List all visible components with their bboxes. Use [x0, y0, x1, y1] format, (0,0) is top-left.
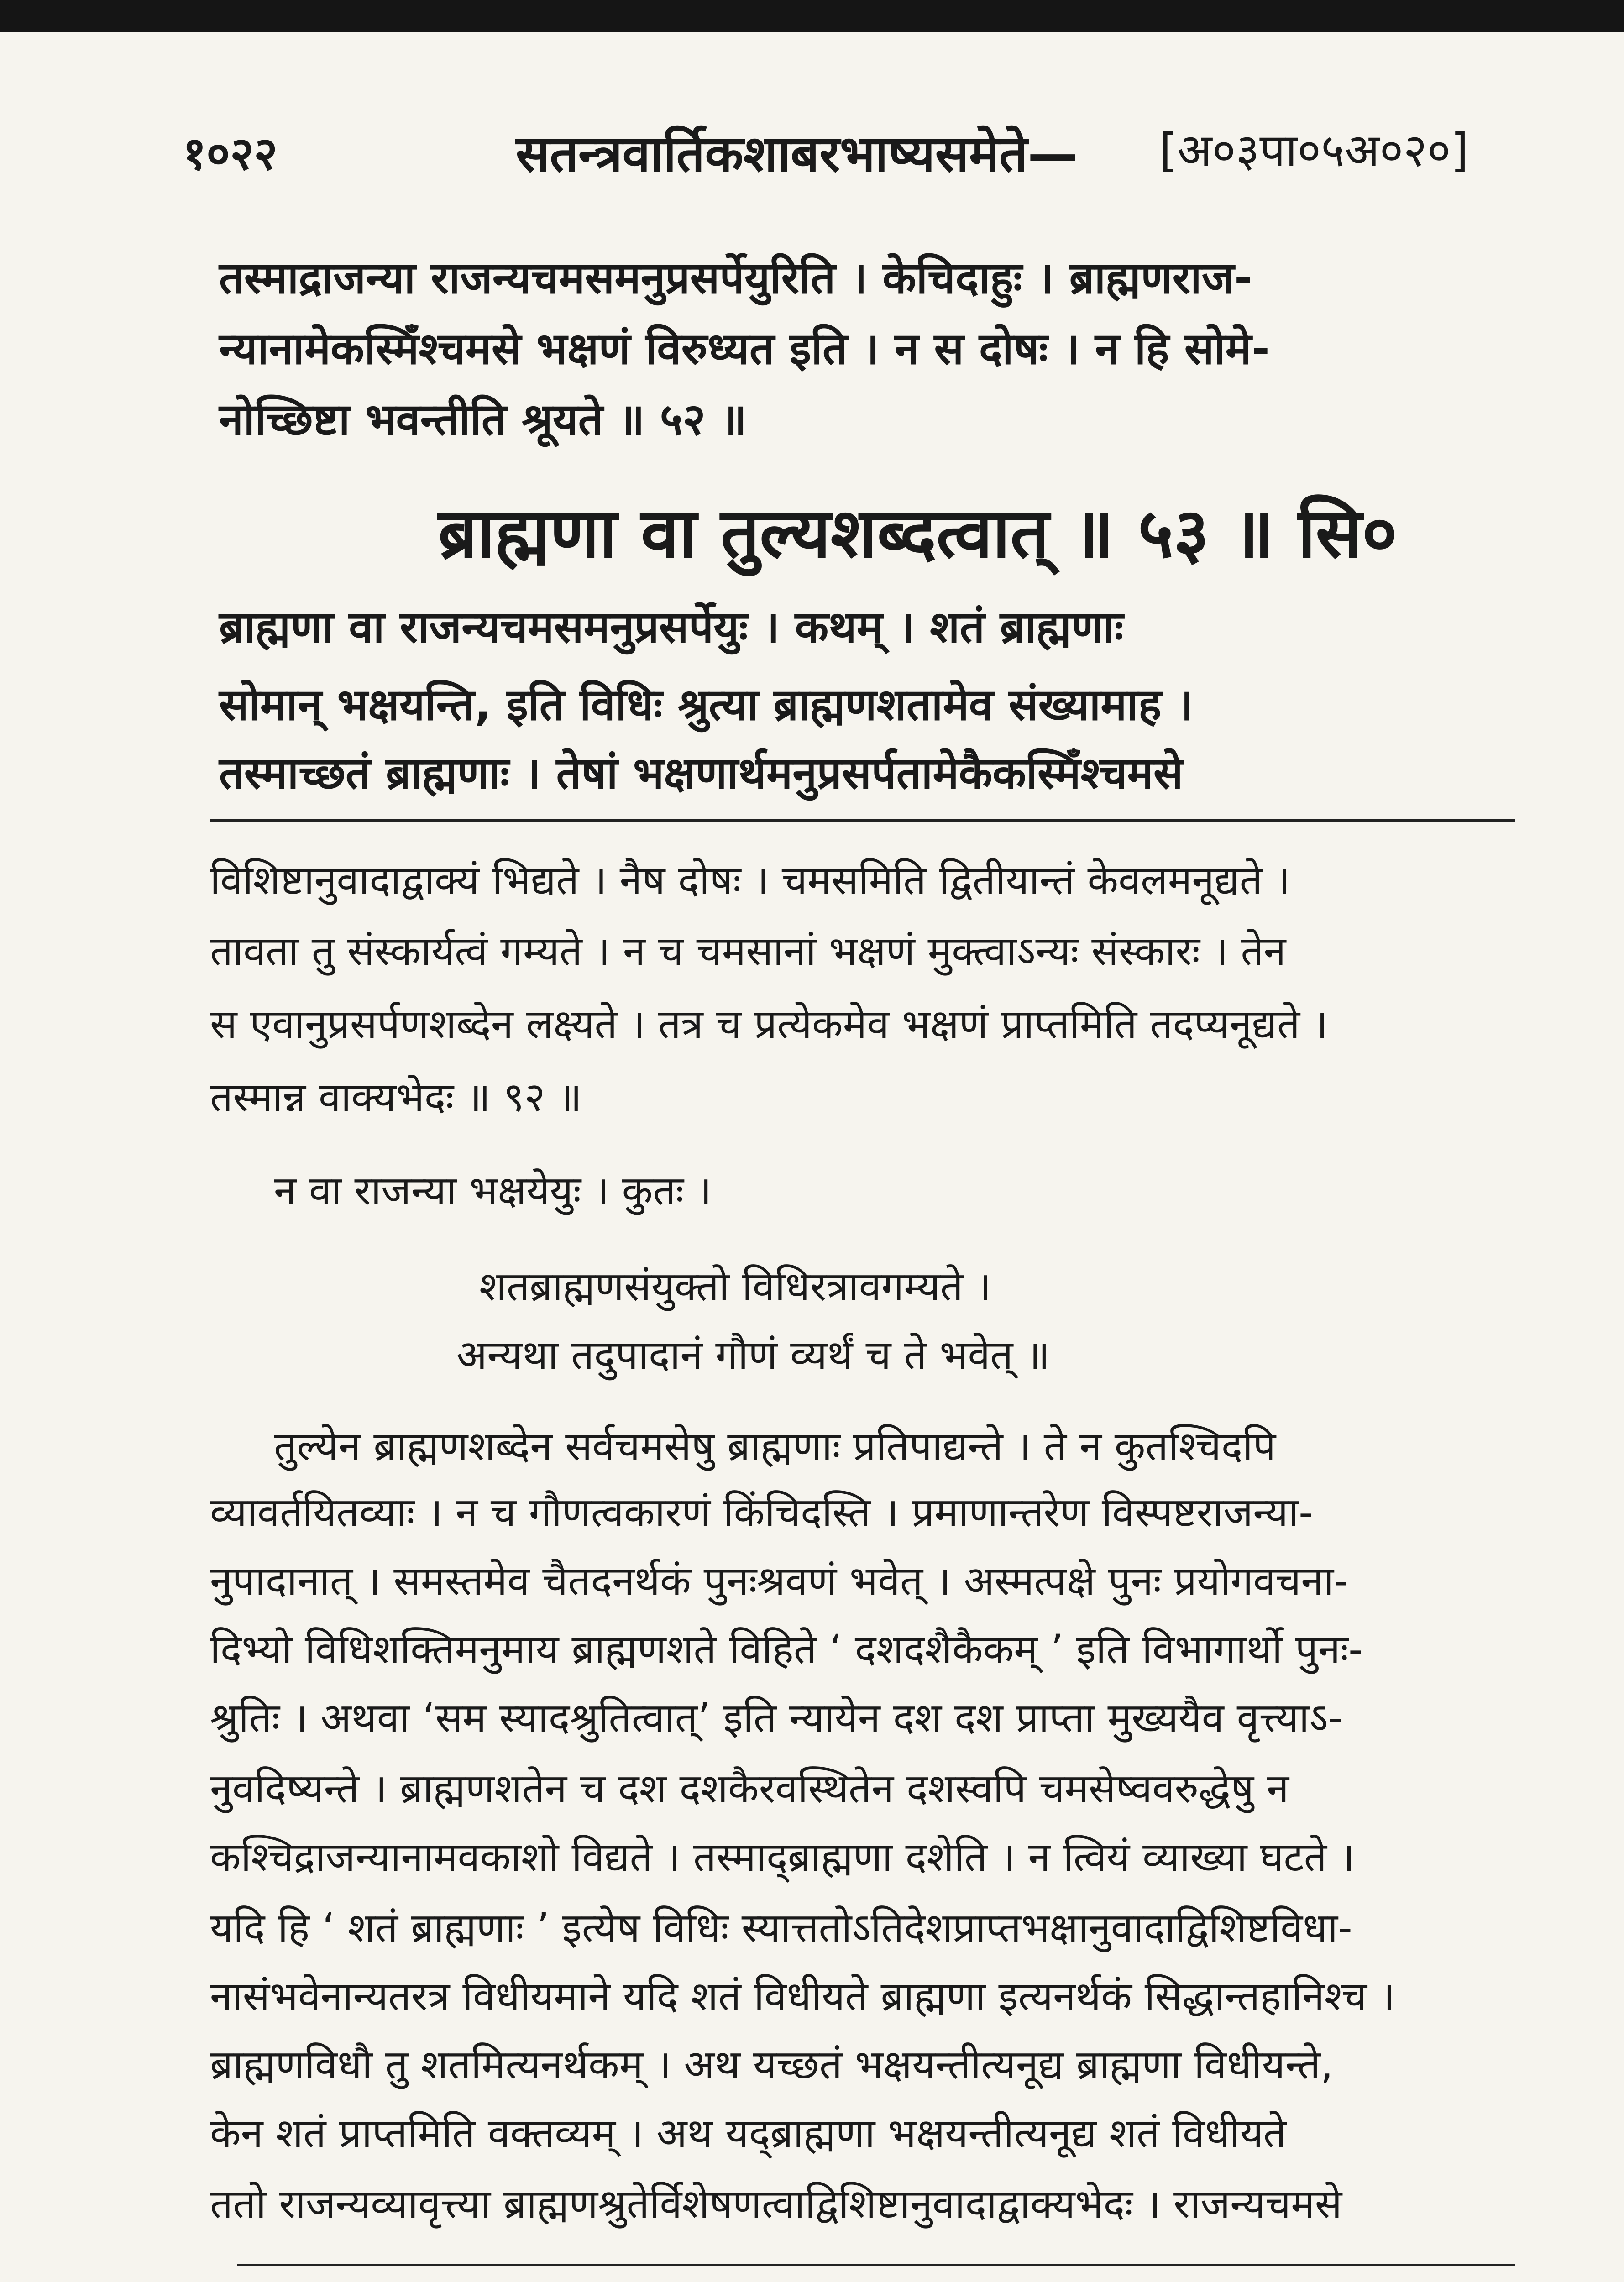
commentary-line: व्यावर्तयितव्याः । न च गौणत्वकारणं किंचिदस्ति । प्रमाणान्तरेण विस्पष्टराजन्या-: [210, 1489, 1313, 1536]
verse-line: अन्यथा तदुपादानं गौणं व्यर्थं च ते भवेत् ॥: [456, 1331, 1050, 1378]
sutra-heading: ब्राह्मणा वा तुल्यशब्दत्वात् ॥ ५३ ॥ सि०: [438, 494, 1398, 573]
sutra-bhashya-line: तस्माच्छतं ब्राह्मणाः । तेषां भक्षणार्थमनुप्रसर्पतामेकैकस्मिँश्चमसे: [219, 748, 1183, 799]
commentary-line: यदि हि ‘ शतं ब्राह्मणाः ’ इत्येष विधिः स्यात्ततोऽतिदेशप्राप्तभक्षानुवादाद्विशिष्टविधा-: [210, 1904, 1352, 1951]
commentary-line: श्रुतिः । अथवा ‘सम स्यादश्रुतित्वात्’ इति न्यायेन दश दश प्राप्ता मुख्ययैव वृत्त्याऽ-: [210, 1694, 1343, 1741]
commentary-line: केन शतं प्राप्तमिति वक्तव्यम् । अथ यद्ब्राह्मणा भक्षयन्तीत्यनूद्य शतं विधीयते: [210, 2109, 1286, 2156]
commentary-line: ब्राह्मणविधौ तु शतमित्यनर्थकम् । अथ यच्छतं भक्षयन्तीत्यनूद्य ब्राह्मणा विधीयन्ते,: [210, 2041, 1333, 2088]
commentary-line: तस्मान्न वाक्यभेदः ॥ ९२ ॥: [210, 1073, 582, 1120]
bhashya-line: न्यानामेकस्मिँश्चमसे भक्षणं विरुध्यत इति । न स दोषः । न हि सोमे-: [219, 323, 1270, 374]
page-number: १०२२: [183, 127, 278, 180]
footnote-divider: [237, 2264, 1515, 2266]
bhashya-line: नोच्छिष्टा भवन्तीति श्रूयते ॥ ५२ ॥: [219, 394, 747, 445]
commentary-line: नुपादानात् । समस्तमेव चैतदनर्थकं पुनःश्रवणं भवेत् । अस्मत्पक्षे पुनः प्रयोगवचना-: [210, 1557, 1348, 1604]
section-divider: [210, 819, 1515, 822]
chapter-reference: [अ०३पा०५अ०२०]: [1159, 124, 1469, 177]
commentary-line: विशिष्टानुवादाद्वाक्यं भिद्यते । नैष दोषः । चमसमिति द्वितीयान्तं केवलमनूद्यते ।: [210, 857, 1291, 904]
sutra-bhashya-line: सोमान् भक्षयन्ति, इति विधिः श्रुत्या ब्राह्मणशतामेव संख्यामाह ।: [219, 679, 1194, 730]
sutra-bhashya-line: ब्राह्मणा वा राजन्यचमसमनुप्रसर्पेयुः । कथम् । शतं ब्राह्मणाः: [219, 602, 1123, 653]
bhashya-line: तस्माद्राजन्या राजन्यचमसमनुप्रसर्पेयुरिति । केचिदाहुः । ब्राह्मणराज-: [219, 252, 1252, 304]
running-title: सतन्त्रवार्तिकशाबरभाष्यसमेते—: [516, 125, 1078, 183]
commentary-line: तावता तु संस्कार्यत्वं गम्यते । न च चमसानां भक्षणं मुक्त्वाऽन्यः संस्कारः । तेन: [210, 927, 1286, 974]
commentary-line: कश्चिद्राजन्यानामवकाशो विद्यते । तस्माद्ब्राह्मणा दशेति । न त्वियं व्याख्या घटते ।: [210, 1833, 1355, 1880]
commentary-line: नुवदिष्यन्ते । ब्राह्मणशतेन च दश दशकैरवस्थितेन दशस्वपि चमसेष्ववरुद्धेषु न: [210, 1765, 1289, 1812]
commentary-line: दिभ्यो विधिशक्तिमनुमाय ब्राह्मणशते विहिते ‘ दशदशैकैकम् ’ इति विभागार्थो पुनः-: [210, 1626, 1363, 1673]
commentary-line: स एवानुप्रसर्पणशब्देन लक्ष्यते । तत्र च प्रत्येकमेव भक्षणं प्राप्तमिति तदप्यनूद्यते ।: [210, 1000, 1328, 1047]
commentary-line: तुल्येन ब्राह्मणशब्देन सर्वचमसेषु ब्राह्मणाः प्रतिपाद्यन्ते । ते न कुतश्चिदपि: [274, 1423, 1276, 1470]
question-line: न वा राजन्या भक्षयेयुः । कुतः ।: [274, 1167, 712, 1214]
verse-line: शतब्राह्मणसंयुक्तो विधिरत्रावगम्यते ।: [479, 1263, 991, 1310]
commentary-line: नासंभवेनान्यतरत्र विधीयमाने यदि शतं विधीयते ब्राह्मणा इत्यनर्थकं सिद्धान्तहानिश्च ।: [210, 1973, 1395, 2020]
top-border-rule: [0, 0, 1624, 32]
commentary-line: ततो राजन्यव्यावृत्त्या ब्राह्मणश्रुतेर्विशेषणत्वाद्विशिष्टानुवादाद्वाक्यभेदः । राजन्यचमसे: [210, 2180, 1342, 2227]
